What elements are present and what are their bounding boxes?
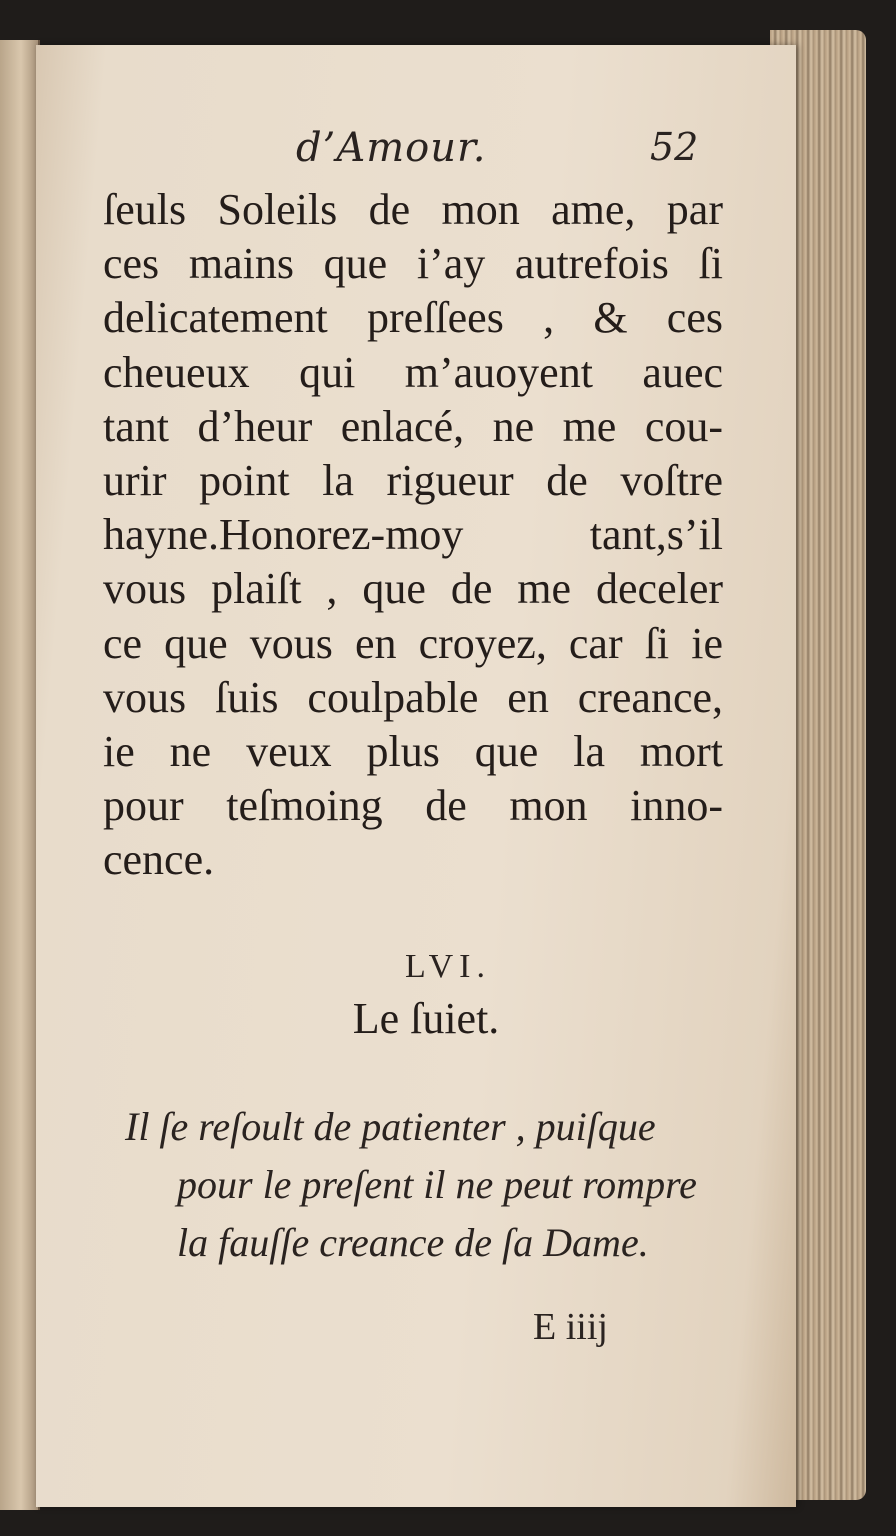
argument-text <box>125 1098 725 1272</box>
section-number: LVI. <box>404 948 492 985</box>
text-line: vous plaiſt , que de me deceler <box>103 564 723 614</box>
text-line: ces mains que i’ay autrefois ſi <box>103 239 723 289</box>
text-line: tant d’heur enlacé, ne me cou- <box>103 401 723 451</box>
text-line: vous ſuis coulpable en creance, <box>103 672 723 722</box>
running-head: d’Amour. <box>296 125 487 171</box>
text-line: urir point la rigueur de voſtre <box>103 455 723 505</box>
text-line: ie ne veux plus que la mort <box>103 726 723 776</box>
text-line: hayne.Honorez-moy tant,s’il <box>103 510 723 560</box>
facing-page-edge <box>0 40 40 1510</box>
section-title: Le ſuiet. <box>352 994 500 1043</box>
text-line: ſeuls Soleils de mon ame, par <box>103 185 723 234</box>
signature-mark: E iiij <box>533 1306 608 1348</box>
page-number: 52 <box>650 125 699 169</box>
body-text <box>103 183 723 887</box>
text-line: pour teſmoing de mon inno- <box>103 781 723 831</box>
text-line: cence. <box>103 835 215 885</box>
argument-line: pour le preſent il ne peut rompre <box>177 1162 697 1207</box>
page-header <box>0 125 896 185</box>
argument-line: la fauſſe creance de ſa Dame. <box>177 1220 649 1265</box>
text-line: ce que vous en croyez, car ſi ie <box>103 618 723 668</box>
text-line: delicatement preſſees , & ces <box>103 293 723 343</box>
argument-line: Il ſe reſoult de patienter , puiſque <box>125 1104 656 1149</box>
text-line: cheueux qui m’auoyent auec <box>103 347 723 397</box>
